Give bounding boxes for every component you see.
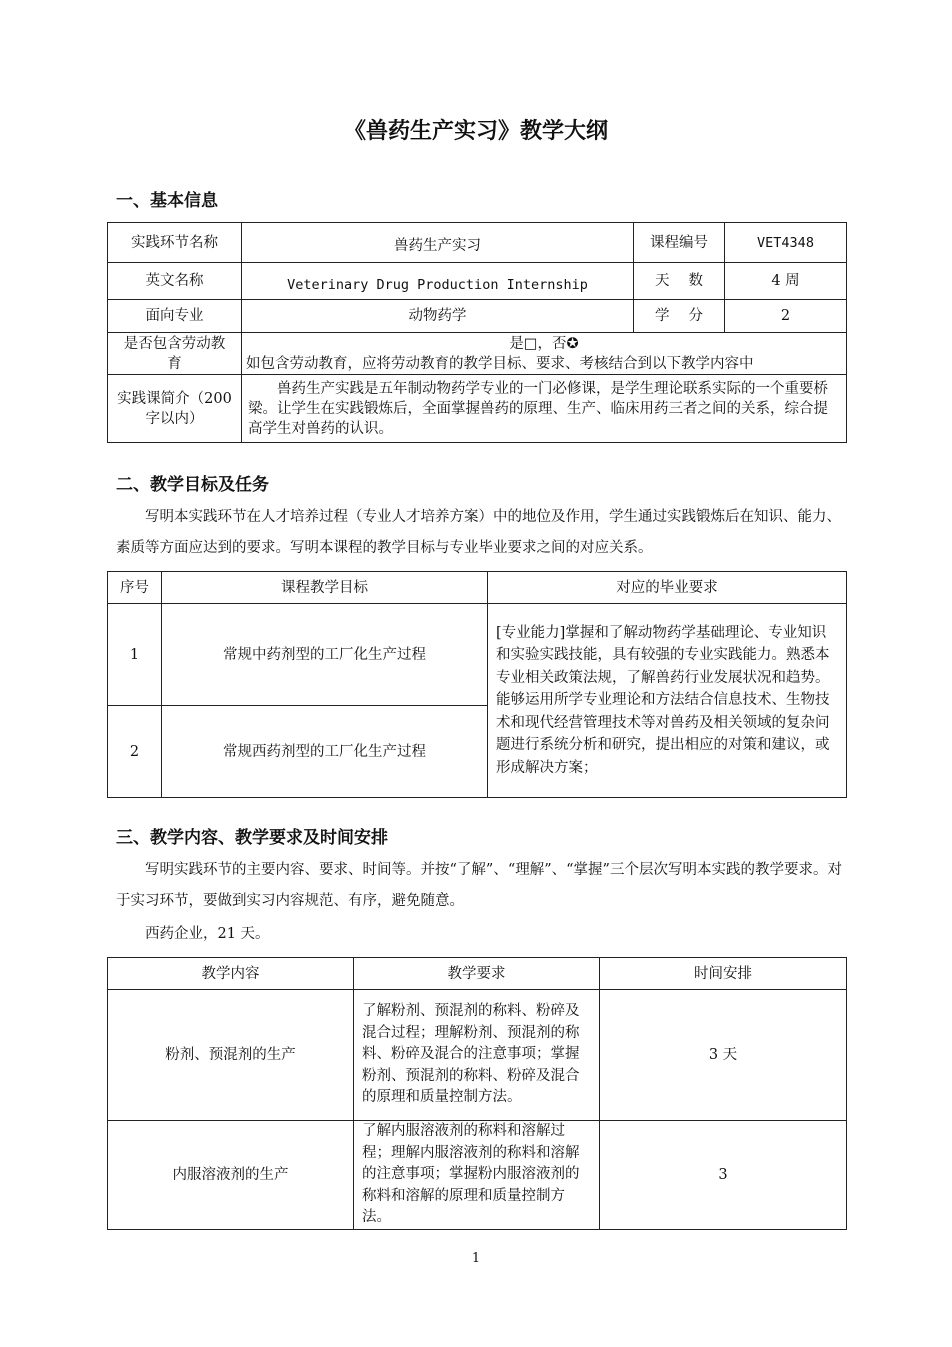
section3-paragraph: 写明实践环节的主要内容、要求、时间等。并按“了解”、“理解”、“掌握”三个层次写明本实践的教学要求。对于实习环节，要做到实习内容规范、有序，避免随意。 [116,862,842,909]
header-requirement: 对应的毕业要求 [488,572,847,604]
section2-paragraph: 写明本实践环节在人才培养过程（专业人才培养方案）中的地位及作用，学生通过实践锻炼后在知识、能力、素质等方面应达到的要求。写明本课程的教学目标与专业毕业要求之间的对应关系。 [116,509,841,556]
row-1-no: 1 [108,604,162,706]
section3-note: 西药企业，21 天。 [145,926,270,942]
header-content: 教学内容 [108,958,354,990]
row-1-time: 3 天 [600,990,847,1121]
graduation-requirement: [专业能力]掌握和了解动物药学基础理论、专业知识和实验实践技能，具有较强的专业实践能力。熟悉本专业相关政策法规，了解兽药行业发展状况和趋势。能够运用所学专业理论和方法结合信息技术、生物技术和现代经营管理技术等对兽药及相关领域的复杂问题进行系统分析和研究，提出相应的对策和建议，或形成解决方案； [488,604,847,798]
value-days: 4 周 [725,263,847,300]
basic-info-table [107,222,847,443]
row-1-content: 粉剂、预混剂的生产 [108,990,354,1121]
labor-choice: 是□，否✪ [509,335,579,352]
page-title: 《兽药生产实习》教学大纲 [343,119,608,144]
header-goal: 课程教学目标 [162,572,488,604]
label-course-name: 实践环节名称 [108,223,242,263]
row-2-no: 2 [108,706,162,798]
value-course-name: 兽药生产实习 [242,223,634,263]
header-no: 序号 [108,572,162,604]
label-course-code: 课程编号 [634,223,725,263]
header-time: 时间安排 [600,958,847,990]
section1-heading: 一、基本信息 [116,191,218,211]
row-1-requirement: 了解粉剂、预混剂的称料、粉碎及混合过程；理解粉剂、预混剂的称料、粉碎及混合的注意事项；掌握粉剂、预混剂的称料、粉碎及混合的原理和质量控制方法。 [354,990,600,1121]
value-labor-education [242,333,847,375]
value-english-name: Veterinary Drug Production Internship [242,263,634,300]
value-course-code: VET4348 [725,223,847,263]
label-days: 天 数 [634,263,725,300]
teaching-goals-table [107,571,847,798]
label-english-name: 英文名称 [108,263,242,300]
section2-heading: 二、教学目标及任务 [116,475,269,495]
row-2-requirement: 了解内服溶液剂的称料和溶解过程；理解内服溶液剂的称料和溶解的注意事项；掌握粉内服溶液剂的称料和溶解的原理和质量控制方法。 [354,1121,600,1230]
page-number: 1 [471,1251,481,1266]
value-course-intro: 兽药生产实践是五年制动物药学专业的一门必修课，是学生理论联系实际的一个重要桥梁。让学生在实践锻炼后，全面掌握兽药的原理、生产、临床用药三者之间的关系，综合提高学生对兽药的认识。 [242,375,847,443]
value-credit: 2 [725,300,847,333]
header-requirement: 教学要求 [354,958,600,990]
label-credit: 学 分 [634,300,725,333]
section3-heading: 三、教学内容、教学要求及时间安排 [116,828,388,848]
labor-note: 如包含劳动教育，应将劳动教育的教学目标、要求、考核结合到以下教学内容中 [246,355,754,372]
label-major: 面向专业 [108,300,242,333]
row-2-content: 内服溶液剂的生产 [108,1121,354,1230]
label-labor-education: 是否包含劳动教育 [108,333,242,375]
value-major: 动物药学 [242,300,634,333]
row-1-goal: 常规中药剂型的工厂化生产过程 [162,604,488,706]
teaching-content-table [107,957,847,1230]
row-2-goal: 常规西药剂型的工厂化生产过程 [162,706,488,798]
label-course-intro: 实践课简介（200字以内） [108,375,242,443]
row-2-time: 3 [600,1121,847,1230]
